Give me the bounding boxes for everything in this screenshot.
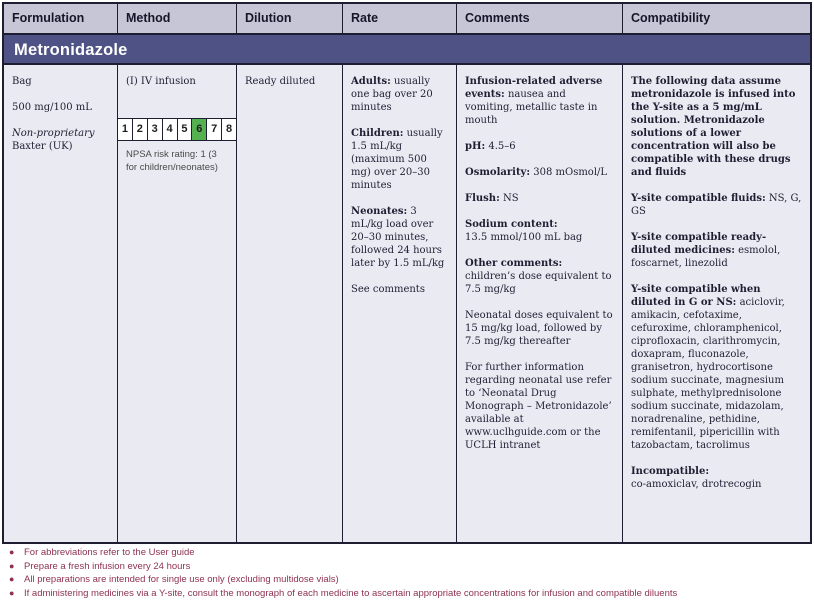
risk-scale-box-highlighted: 6 xyxy=(192,119,207,140)
rate-neonates-label: Neonates: xyxy=(351,206,408,217)
formulation-cell xyxy=(4,65,118,542)
comments-neonatal-doses: Neonatal doses equivalent to 15 mg/kg load, followed by 7.5 mg/kg thereafter xyxy=(465,310,613,347)
bullet-icon: ● xyxy=(9,560,15,571)
comments-ph: pH: 4.5–6 xyxy=(465,141,516,152)
bullet-icon: ● xyxy=(9,587,15,598)
comments-sodium-content: Sodium content: 13.5 mmol/100 mL bag xyxy=(465,219,583,243)
method-cell xyxy=(118,65,237,542)
risk-scale-box: 3 xyxy=(148,119,163,140)
rate-children: Children: usually 1.5 mL/kg (maximum 500 mg) over 20–30 minutes xyxy=(351,128,443,191)
column-header-method: Method xyxy=(118,4,237,33)
comments-other: Other comments: children’s dose equivalent to 7.5 mg/kg xyxy=(465,258,612,295)
rate-see-comments: See comments xyxy=(351,284,425,295)
column-header-formulation: Formulation xyxy=(4,4,118,33)
bullet-icon: ● xyxy=(9,547,15,557)
formulation-manufacturer: Baxter (UK) xyxy=(12,141,73,152)
compatibility-fluids: Y-site compatible fluids: NS, G, GS xyxy=(631,193,802,217)
risk-scale-box: 1 xyxy=(118,119,133,140)
rate-cell xyxy=(343,65,457,542)
npsa-risk-note: NPSA risk rating: 1 (3 for children/neonates) xyxy=(126,149,218,173)
compatibility-assumption: The following data assume metronidazole is infused into the Y-site as a 5 mg/mL solution. Metronidazole solutions of a lower concentration will also be compatible with these drugs and fluids xyxy=(631,76,796,178)
formulation-brand-type: Non-proprietary xyxy=(12,128,95,139)
formulation-presentation: Bag xyxy=(12,76,32,87)
monograph-table xyxy=(2,2,812,544)
risk-scale-box: 7 xyxy=(207,119,222,140)
column-header-compatibility: Compatibility xyxy=(631,11,711,25)
footnote-fresh-infusion: ● Prepare a fresh infusion every 24 hours xyxy=(9,560,191,572)
column-header-rate: Rate xyxy=(343,4,457,33)
column-header-comments: Comments xyxy=(457,4,623,33)
dilution-cell xyxy=(237,65,343,542)
rate-adults: Adults: usually one bag over 20 minutes xyxy=(351,76,433,113)
monograph-body-row xyxy=(4,65,810,542)
risk-scale-box: 2 xyxy=(133,119,148,140)
drug-name: Metronidazole xyxy=(14,41,128,59)
compatibility-cell xyxy=(623,65,810,542)
compatibility-incompatible: Incompatible: co-amoxiclav, drotrecogin xyxy=(631,466,762,490)
footnote-y-site: ● If administering medicines via a Y-site, consult the monograph of each medicine to ascertain appropriate concentrations for infusion and compatible diluents xyxy=(9,587,678,599)
comments-adverse-events: Infusion-related adverse events: nausea and vomiting, metallic taste in mouth xyxy=(465,76,603,126)
footnote-single-use: ● All preparations are intended for single use only (excluding multidose vials) xyxy=(9,574,339,585)
formulation-strength: 500 mg/100 mL xyxy=(12,102,92,113)
rate-children-label: Children: xyxy=(351,128,404,139)
bullet-icon: ● xyxy=(9,574,15,584)
compatibility-ready-diluted: Y-site compatible ready-diluted medicines: esmolol, foscarnet, linezolid xyxy=(631,232,781,269)
footnotes xyxy=(8,546,808,600)
comments-further-info: For further information regarding neonatal use refer to ‘Neonatal Drug Monograph – Metronidazole’ available at www.uclhguide.com or the UCLH intranet xyxy=(465,362,612,451)
drug-title-band xyxy=(4,35,810,65)
risk-scale-box: 8 xyxy=(222,119,236,140)
table-header-row xyxy=(4,4,810,35)
compatibility-diluted-g-ns: Y-site compatible when diluted in G or NS: aciclovir, amikacin, cefotaxime, cefuroxime, chloramphenicol, ciprofloxacin, clarithromycin, doxapram, fluconazole, granisetron, hydrocortisone sodium succinate, magnesium sulphate, methylprednisolone sodium succinate, midazolam, noradrenaline, pethidine, remifentanil, pipericillin with tazobactam, tacrolimus xyxy=(631,284,785,451)
footnote-abbreviations: ● For abbreviations refer to the User guide xyxy=(9,547,195,558)
comments-osmolarity: Osmolarity: 308 mOsmol/L xyxy=(465,167,608,178)
comments-flush: Flush: NS xyxy=(465,193,519,204)
npsa-risk-scale xyxy=(118,118,236,141)
method-route: (I) IV infusion xyxy=(126,76,196,87)
comments-cell xyxy=(457,65,623,542)
column-header-dilution: Dilution xyxy=(237,4,343,33)
rate-adults-label: Adults: xyxy=(351,76,391,87)
rate-neonates: Neonates: 3 mL/kg load over 20–30 minutes, followed 24 hours later by 1.5 mL/kg xyxy=(351,206,445,269)
risk-scale-box: 5 xyxy=(178,119,193,140)
risk-scale-box: 4 xyxy=(163,119,178,140)
dilution-text: Ready diluted xyxy=(245,76,316,87)
